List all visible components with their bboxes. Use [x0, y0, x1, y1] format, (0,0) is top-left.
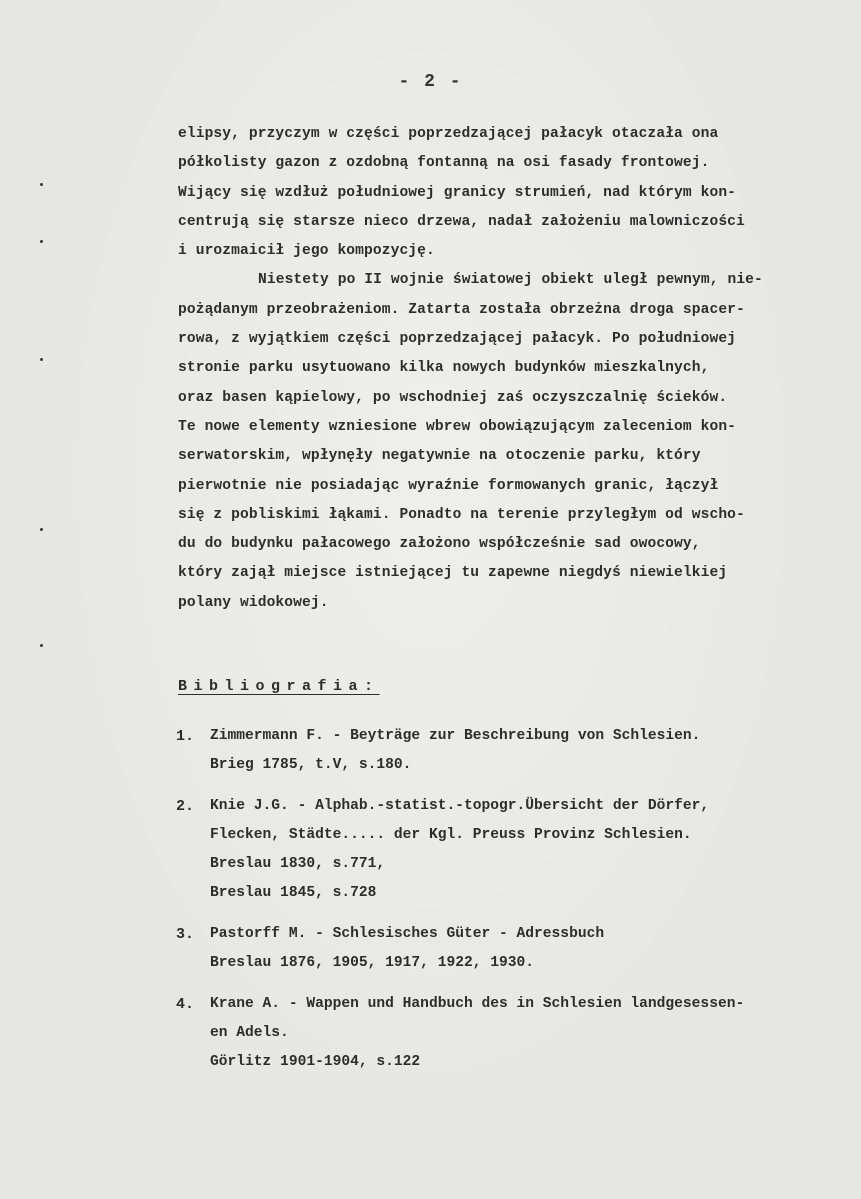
- bibliography-entry: [176, 920, 846, 978]
- entry-line: Görlitz 1901-1904, s.122: [210, 1054, 421, 1070]
- text-line: Niestety po II wojnie światowej obiekt uległ pewnym, nie-: [258, 272, 763, 289]
- bibliography-entry: [176, 792, 846, 908]
- text-line: się z pobliskimi łąkami. Ponadto na terenie przyległym od wscho-: [178, 506, 745, 523]
- entry-line: Zimmermann F. - Beyträge zur Beschreibung von Schlesien.: [210, 728, 701, 744]
- entry-line: Brieg 1785, t.V, s.180.: [210, 757, 412, 773]
- text-line: oraz basen kąpielowy, po wschodniej zaś oczyszczalnię ścieków.: [178, 389, 728, 406]
- bibliography-entry: [176, 990, 846, 1077]
- text-line: stronie parku usytuowano kilka nowych budynków mieszkalnych,: [178, 360, 710, 377]
- entry-number: 1.: [176, 728, 195, 745]
- entry-line: Breslau 1876, 1905, 1917, 1922, 1930.: [210, 955, 535, 971]
- text-line: Te nowe elementy wzniesione wbrew obowiązującym zaleceniom kon-: [178, 418, 737, 435]
- text-line: centrują się starsze nieco drzewa, nadał założeniu malowniczości: [178, 213, 745, 230]
- margin-mark: [40, 644, 43, 647]
- text-line: który zajął miejsce istniejącej tu zapewne niegdyś niewielkiej: [178, 565, 728, 582]
- text-line: półkolisty gazon z ozdobną fontanną na osi fasady frontowej.: [178, 155, 710, 172]
- text-line: polany widokowej.: [178, 594, 329, 611]
- text-line: pierwotnie nie posiadając wyraźnie formowanych granic, łączył: [178, 477, 719, 494]
- page-number: - 2 -: [398, 72, 463, 92]
- entry-number: 3.: [176, 926, 195, 943]
- text-line: elipsy, przyczym w części poprzedzającej pałacyk otaczała ona: [178, 126, 719, 142]
- body-paragraphs: [178, 120, 838, 618]
- entry-line: Pastorff M. - Schlesisches Güter - Adressbuch: [210, 926, 605, 942]
- text-line: pożądanym przeobrażeniom. Zatarta została obrzeżna droga spacer-: [178, 301, 745, 318]
- entry-line: en Adels.: [210, 1025, 289, 1041]
- entry-number: 2.: [176, 798, 195, 815]
- entry-line: Krane A. - Wappen und Handbuch des in Schlesien landgesessen-: [210, 996, 745, 1012]
- bibliography-list: [176, 722, 846, 1089]
- margin-mark: [40, 358, 43, 361]
- bibliography-heading: Bibliografia:: [178, 678, 380, 695]
- entry-line: Knie J.G. - Alphab.-statist.-topogr.Übersicht der Dörfer,: [210, 798, 710, 814]
- bibliography-entry: [176, 722, 846, 780]
- entry-line: Breslau 1845, s.728: [210, 885, 377, 901]
- text-line: serwatorskim, wpłynęły negatywnie na otoczenie parku, który: [178, 448, 701, 465]
- text-line: du do budynku pałacowego założono współcześnie sad owocowy,: [178, 536, 701, 553]
- margin-mark: [40, 528, 43, 531]
- entry-line: Breslau 1830, s.771,: [210, 856, 386, 872]
- text-line: rowa, z wyjątkiem części poprzedzającej pałacyk. Po południowej: [178, 331, 737, 348]
- margin-mark: [40, 240, 43, 243]
- margin-mark: [40, 183, 43, 186]
- text-line: i urozmaicił jego kompozycję.: [178, 243, 435, 260]
- entry-number: 4.: [176, 996, 195, 1013]
- text-line: Wijący się wzdłuż południowej granicy strumień, nad którym kon-: [178, 184, 737, 201]
- entry-line: Flecken, Städte..... der Kgl. Preuss Provinz Schlesien.: [210, 827, 692, 843]
